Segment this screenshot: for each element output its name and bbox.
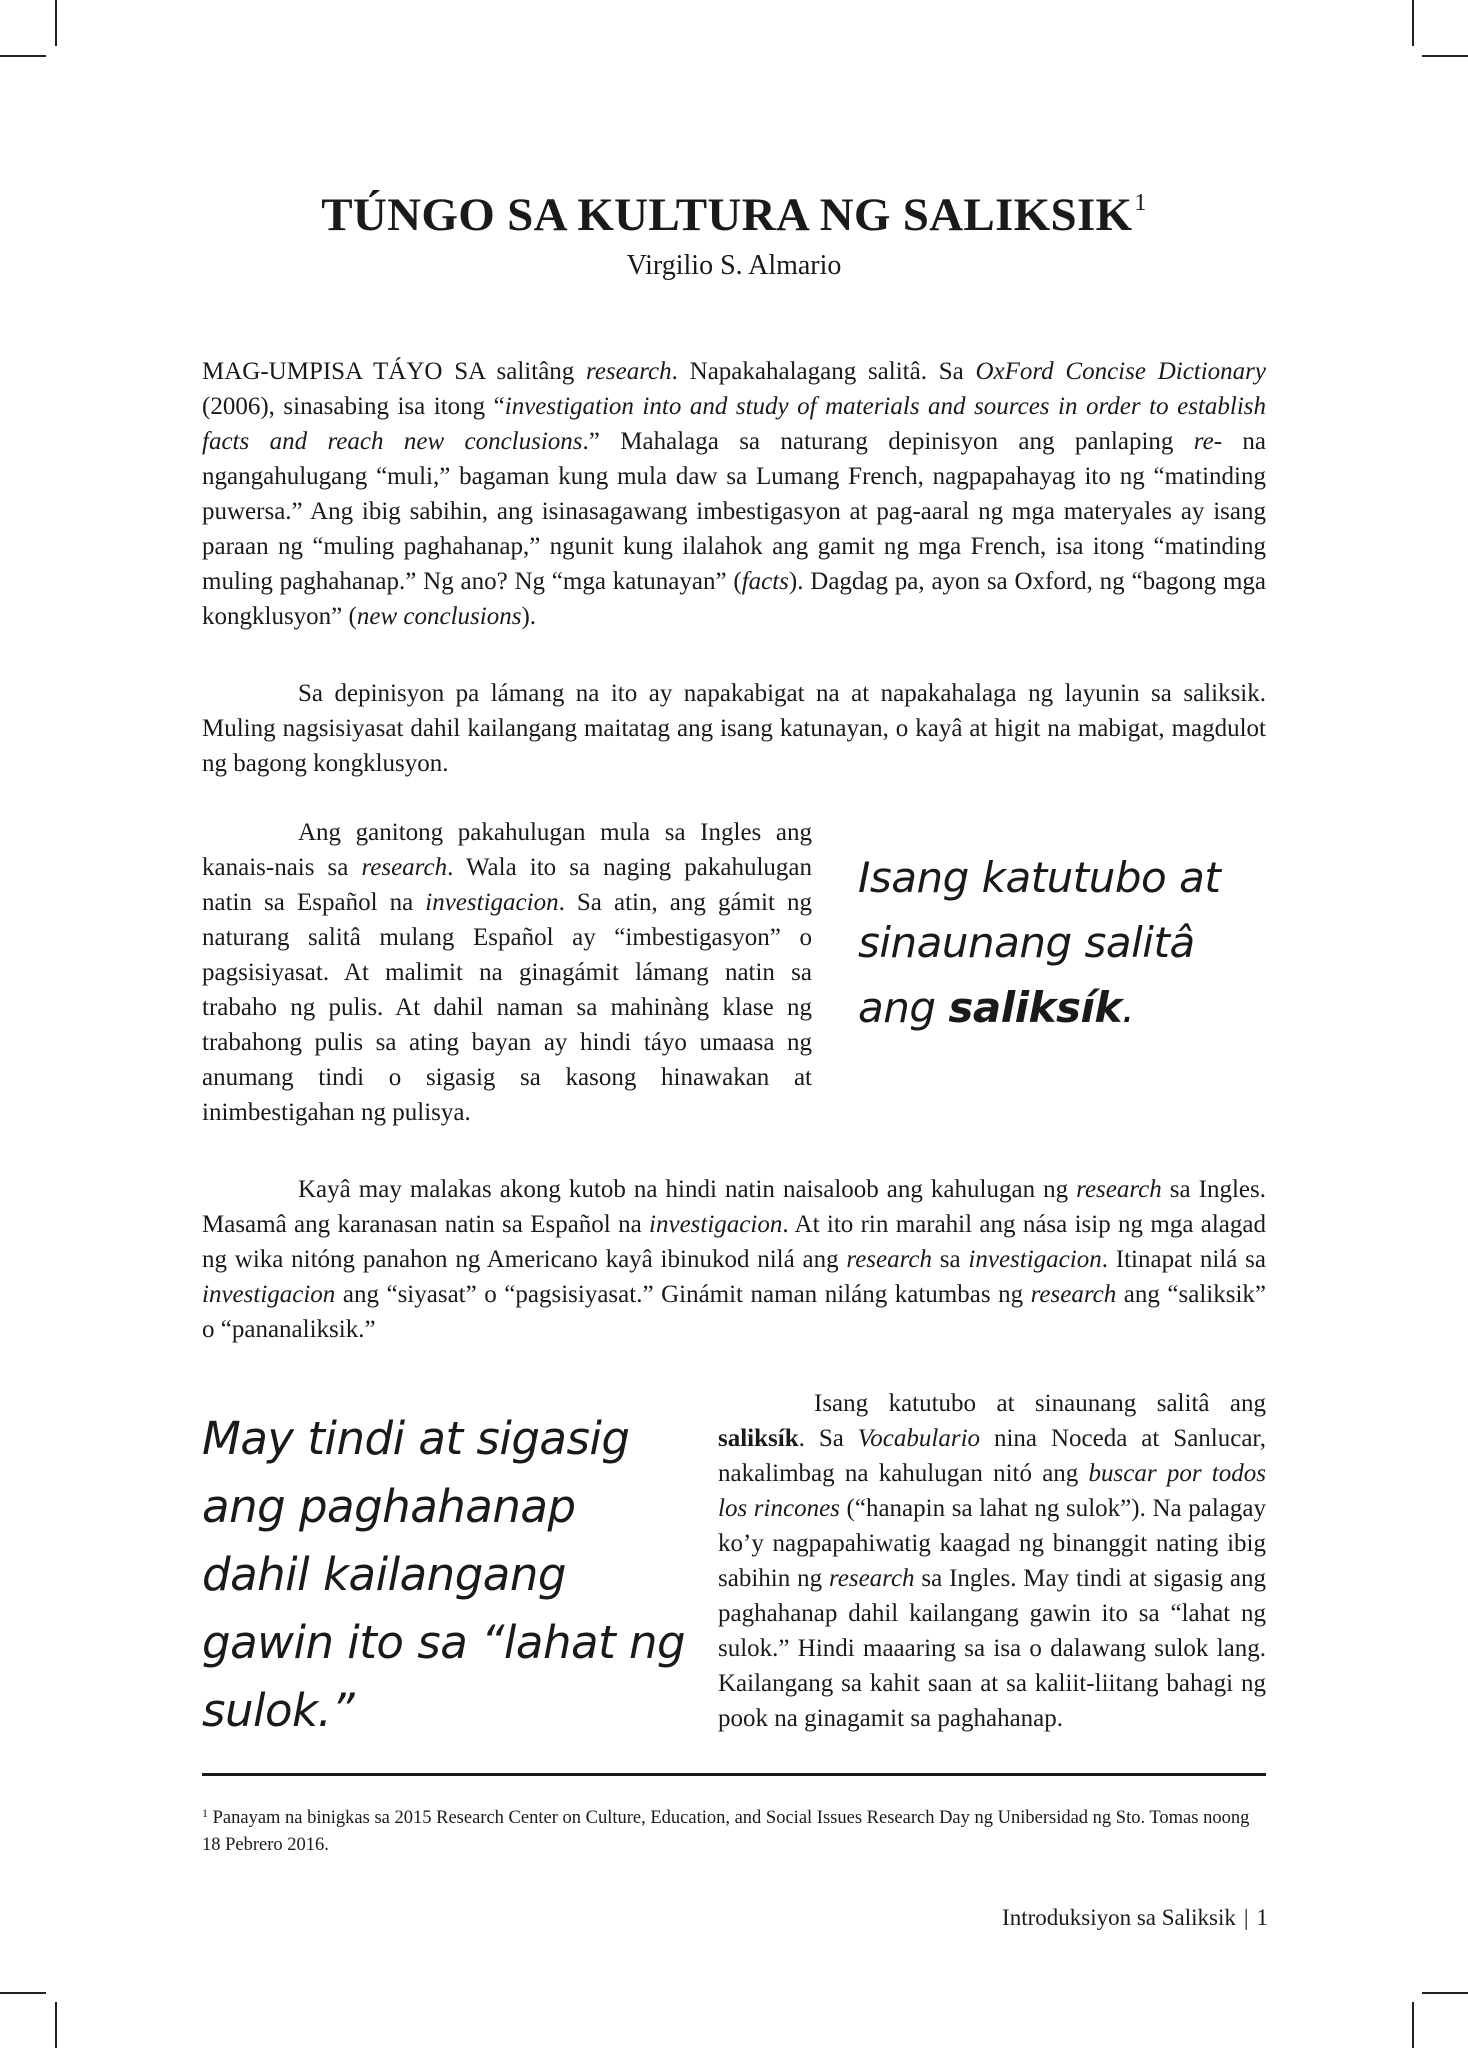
paragraph-3: Ang ganitong pakahulugan mula sa Ingles ang kanais-nais sa research. Wala ito sa naging pakahulugan natin sa Español na investigacion. Sa atin, ang gámit ng naturang salitâ mulang Español ay “imbestigasyon” o pagsisiyasat. At malimit na ginagámit lámang natin sa trabaho ng pulis. At dahil naman sa mahinàng klase ng trabahong pulis sa ating bayan ay hindi táyo umaasa ng anumang tindi o sigasig sa kasong hinawakan at inimbestigahan ng pulisya. bbox=[202, 819, 812, 1126]
pull-quote-1: Isang katutubo at sinaunang salitâ ang saliksík. bbox=[858, 853, 1221, 1032]
crop-mark bbox=[55, 0, 57, 46]
paragraph-5: Isang katutubo at sinaunang salitâ ang saliksík. Sa Vocabulario nina Noceda at Sanlucar, nakalimbag na kahulugan nitó ang buscar por todos los rincones (“hanapin sa lahat ng sulok”). Na palagay ko’y nagpapahiwatig kaagad ng binanggit nating ibig sabihin ng research sa Ingles. May tindi at sigasig ang paghahanap dahil kailangang gawin ito sa “lahat ng sulok.” Hindi maaaring sa isa o dalawang sulok lang. Kailangang sa kahit saan at sa kaliit-liitang bahagi ng pook na ginagamit sa paghahanap. bbox=[718, 1390, 1267, 1732]
author-name: Virgilio S. Almario bbox=[626, 250, 842, 281]
crop-mark bbox=[1412, 2002, 1414, 2048]
footer-separator: | bbox=[1243, 1905, 1249, 1930]
crop-mark bbox=[1412, 0, 1414, 46]
crop-mark bbox=[55, 2002, 57, 2048]
title-text: TÚNGO SA KULTURA NG SALIKSIK bbox=[321, 189, 1133, 241]
footer-section-title: Introduksiyon sa Saliksik bbox=[1002, 1905, 1236, 1930]
footnote-divider bbox=[202, 1773, 1266, 1776]
paragraph-1: MAG-UMPISA TÁYO SA salitâng research. Napakahalagang salitâ. Sa OxFord Concise Dictionary (2006), sinasabing isa itong “investigation into and study of materials and sources in order to establish facts and reach new conclusions.” Mahalaga sa naturang depinisyon ang panlaping re- na ngangahulugang “muli,” bagaman kung mula daw sa Lumang French, nagpapahayag ito ng “matinding puwersa.” Ang ibig sabihin, ang isinasagawang imbestigasyon at pag-aaral ng mga materyales ay isang paraan ng “muling paghahanap,” ngunit kung ilalahok ang gamit ng mga French, isa itong “matinding muling paghahanap.” Ng ano? Ng “mga katunayan” (facts). Dagdag pa, ayon sa Oxford, ng “bagong mga kongklusyon” (new conclusions). bbox=[202, 358, 1267, 630]
title-footnote-mark[interactable]: 1 bbox=[1134, 190, 1147, 216]
crop-mark bbox=[1422, 1992, 1468, 1994]
footnote-mark: 1 bbox=[202, 1806, 208, 1820]
footnote bbox=[202, 1800, 1266, 1859]
paragraph-2: Sa depinisyon pa lámang na ito ay napakabigat na at napakahalaga ng layunin sa saliksik. Muling nagsisiyasat dahil kailangang maitatag ang isang katunayan, o kayâ at higit na mabigat, magdulot ng bagong kongklusyon. bbox=[202, 680, 1266, 777]
footnote-text: Panayam na binigkas sa 2015 Research Center on Culture, Education, and Social Issues Research Day ng Unibersidad ng Sto. Tomas noong 18 Pebrero 2016. bbox=[202, 1808, 1250, 1855]
crop-mark bbox=[0, 55, 46, 57]
crop-mark bbox=[0, 1992, 46, 1994]
page-number: 1 bbox=[1256, 1905, 1268, 1930]
pull-quote-2: May tindi at sigasig ang paghahanap dahil kailangang gawin ito sa “lahat ng sulok.” bbox=[202, 1412, 686, 1737]
article-title bbox=[0, 190, 1468, 242]
crop-mark bbox=[1422, 55, 1468, 57]
page-footer bbox=[1002, 1903, 1268, 1933]
paragraph-4: Kayâ may malakas akong kutob na hindi natin naisaloob ang kahulugan ng research sa Ingles. Masamâ ang karanasan natin sa Español na investigacion. At ito rin marahil ang nása isip ng mga alagad ng wika nitóng panahon ng Americano kayâ ibinukod nilá ang research sa investigacion. Itinapat nilá sa investigacion ang “siyasat” o “pagsisiyasat.” Ginámit naman niláng katumbas ng research ang “saliksik” o “pananaliksik.” bbox=[202, 1176, 1267, 1343]
